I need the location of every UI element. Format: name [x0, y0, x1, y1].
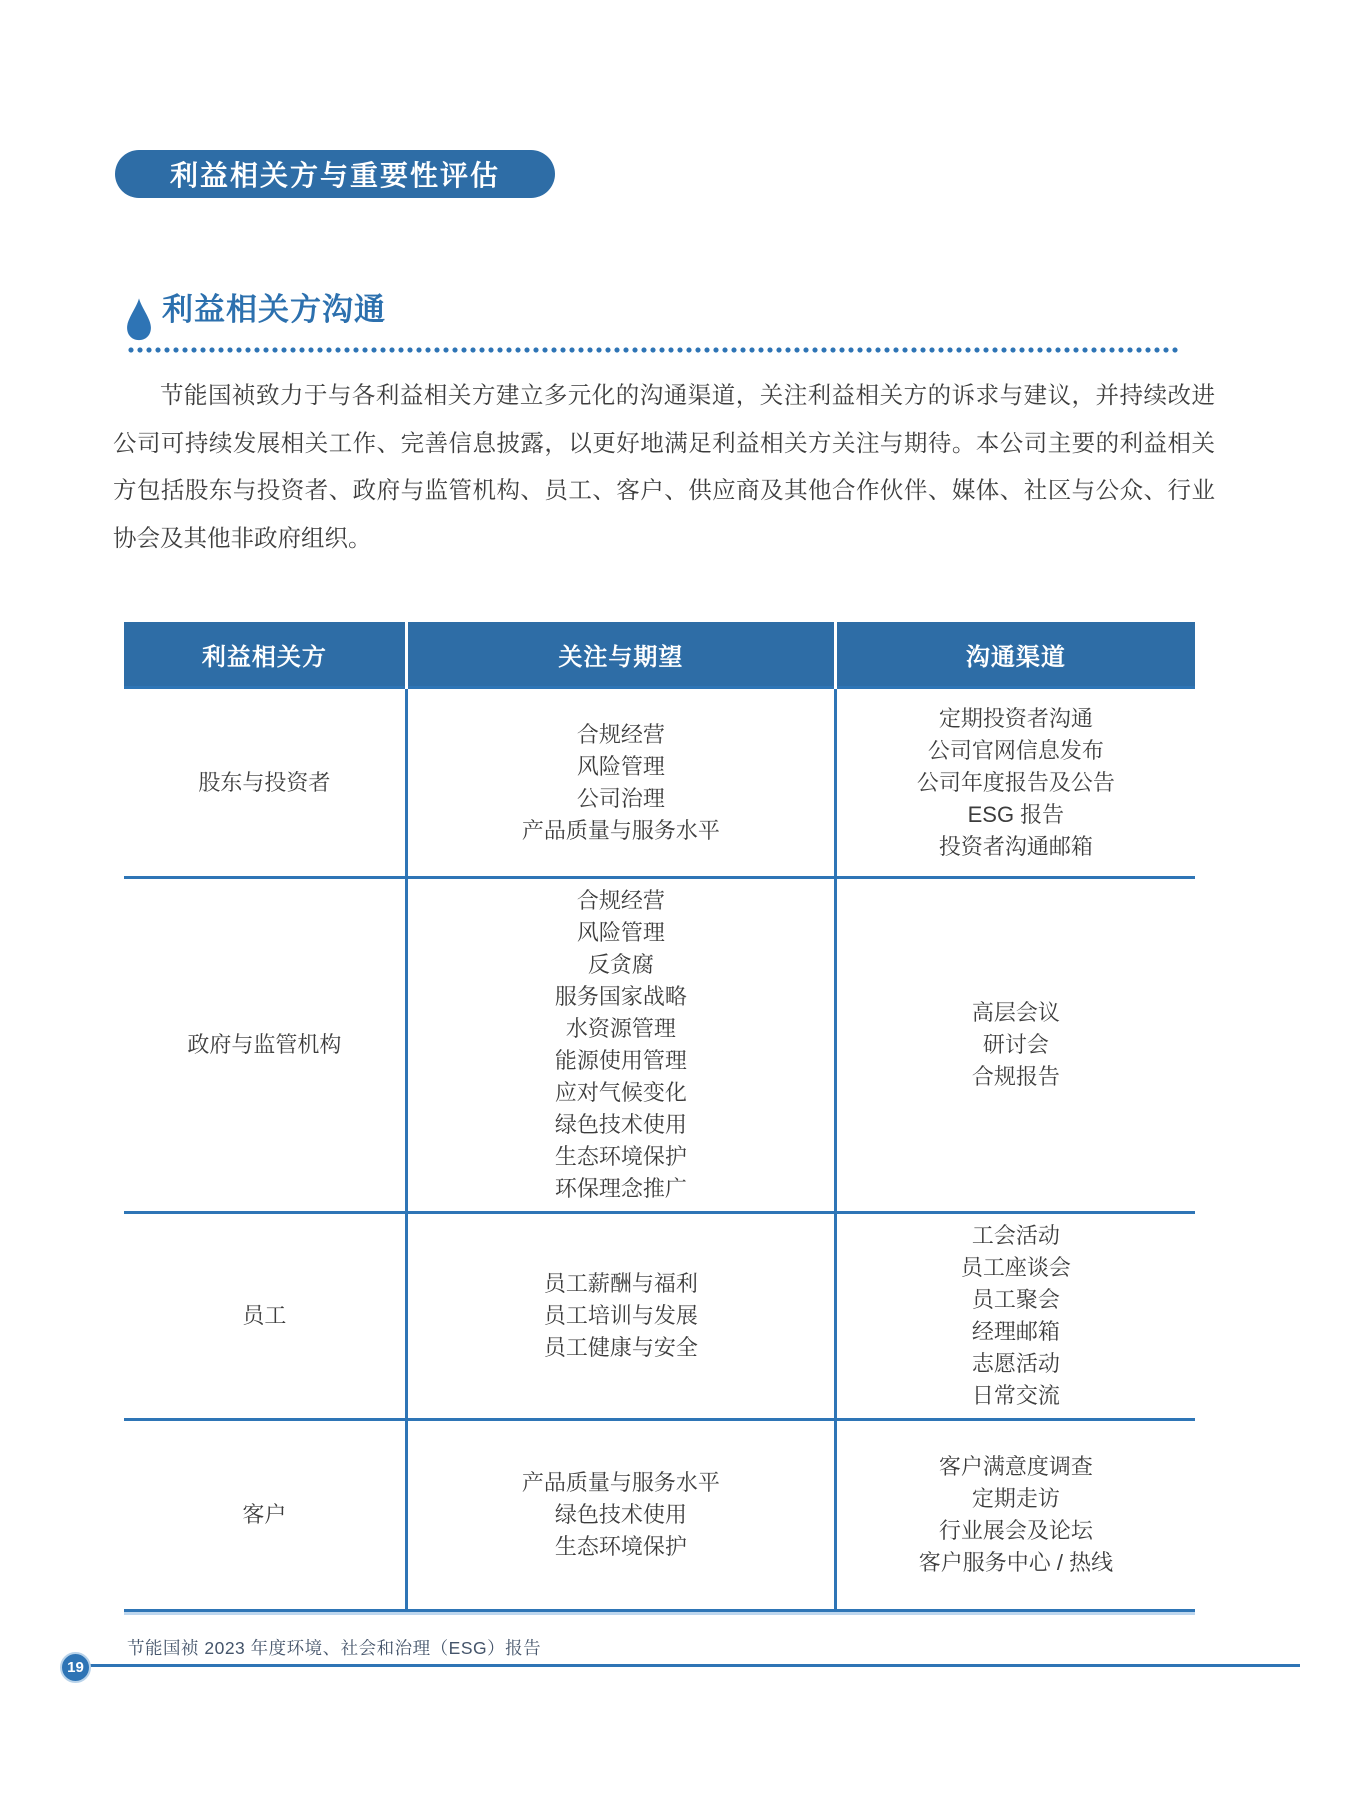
cell-line: 产品质量与服务水平 [521, 1470, 720, 1495]
channels-cell [835, 1213, 1195, 1420]
cell-line: 志愿活动 [971, 1351, 1060, 1376]
channels-cell [835, 1420, 1195, 1611]
intro-paragraph: 节能国祯致力于与各利益相关方建立多元化的沟通渠道，关注利益相关方的诉求与建议，并持续改进公司可持续发展相关工作、完善信息披露，以更好地满足利益相关方关注与期待。本公司主要的利益相关方包括股东与投资者、政府与监管机构、员工、客户、供应商及其他合作伙伴、媒体、社区与公众、行业协会及其他非政府组织。 [113, 382, 1215, 551]
cell-line: 公司治理 [576, 785, 665, 811]
cell-line: 员工薪酬与福利 [543, 1271, 698, 1296]
cell-line: 绿色技术使用 [554, 1502, 687, 1527]
cell-line: 能源使用管理 [554, 1048, 687, 1073]
cell-line: 客户满意度调查 [938, 1454, 1093, 1479]
cell-line: 研讨会 [982, 1032, 1049, 1057]
cell-line: 公司年度报告及公告 [916, 769, 1115, 795]
cell-line: 客户服务中心 / 热线 [918, 1550, 1114, 1575]
stakeholder-cell: 股东与投资者 [124, 688, 406, 878]
cell-line: 产品质量与服务水平 [521, 817, 720, 843]
table-row [124, 1420, 1195, 1611]
cell-line: 公司官网信息发布 [927, 737, 1104, 763]
expectations-cell [406, 688, 835, 878]
cell-line: 反贪腐 [587, 952, 654, 977]
stakeholder-cell: 员工 [124, 1213, 406, 1420]
footer-report-title: 节能国祯 2023 年度环境、社会和治理（ESG）报告 [127, 1638, 542, 1658]
table-row [124, 878, 1195, 1213]
stakeholder-cell: 政府与监管机构 [124, 878, 406, 1213]
cell-line: 水资源管理 [565, 1016, 676, 1041]
section-title: 利益相关方沟通 [162, 292, 386, 327]
dotted-divider [128, 347, 1180, 353]
cell-line: 高层会议 [971, 1000, 1060, 1025]
cell-line: ESG 报告 [967, 801, 1065, 827]
cell-line: 环保理念推广 [554, 1176, 687, 1201]
water-drop-icon [126, 296, 152, 342]
cell-line: 风险管理 [576, 753, 665, 779]
expectations-cell [406, 878, 835, 1213]
chapter-banner-title: 利益相关方与重要性评估 [169, 160, 500, 191]
cell-line: 服务国家战略 [554, 984, 687, 1009]
cell-line: 投资者沟通邮箱 [938, 833, 1093, 859]
table-body [124, 688, 1195, 1611]
cell-line: 生态环境保护 [554, 1144, 687, 1169]
cell-line: 应对气候变化 [554, 1080, 687, 1105]
cell-line: 定期投资者沟通 [938, 705, 1093, 731]
cell-line: 员工健康与安全 [543, 1335, 698, 1360]
cell-line: 风险管理 [576, 920, 665, 945]
table-row [124, 688, 1195, 878]
expectations-cell [406, 1420, 835, 1611]
cell-line: 员工培训与发展 [543, 1303, 698, 1328]
stakeholder-table [124, 622, 1195, 1612]
cell-line: 绿色技术使用 [554, 1112, 687, 1137]
stakeholder-cell: 客户 [124, 1420, 406, 1611]
cell-line: 定期走访 [971, 1486, 1060, 1511]
channels-cell [835, 878, 1195, 1213]
table-header-row [124, 622, 1195, 688]
channels-cell [835, 688, 1195, 878]
section-heading [126, 292, 1182, 353]
expectations-cell [406, 1213, 835, 1420]
header-expectations: 关注与期望 [406, 622, 835, 688]
header-stakeholder: 利益相关方 [124, 622, 406, 688]
cell-line: 合规经营 [576, 888, 665, 913]
chapter-banner [115, 150, 555, 198]
cell-line: 员工聚会 [971, 1287, 1060, 1312]
table-row [124, 1213, 1195, 1420]
page-number: 19 [67, 1659, 84, 1676]
cell-line: 员工座谈会 [960, 1255, 1071, 1280]
cell-line: 工会活动 [971, 1223, 1060, 1248]
header-channels: 沟通渠道 [835, 622, 1195, 688]
cell-line: 经理邮箱 [971, 1319, 1060, 1344]
cell-line: 日常交流 [971, 1383, 1060, 1408]
cell-line: 生态环境保护 [554, 1534, 687, 1559]
footer-rule [74, 1664, 1300, 1667]
cell-line: 行业展会及论坛 [938, 1518, 1093, 1543]
cell-line: 合规经营 [576, 721, 665, 747]
cell-line: 合规报告 [971, 1064, 1060, 1089]
page-number-badge [60, 1652, 91, 1683]
